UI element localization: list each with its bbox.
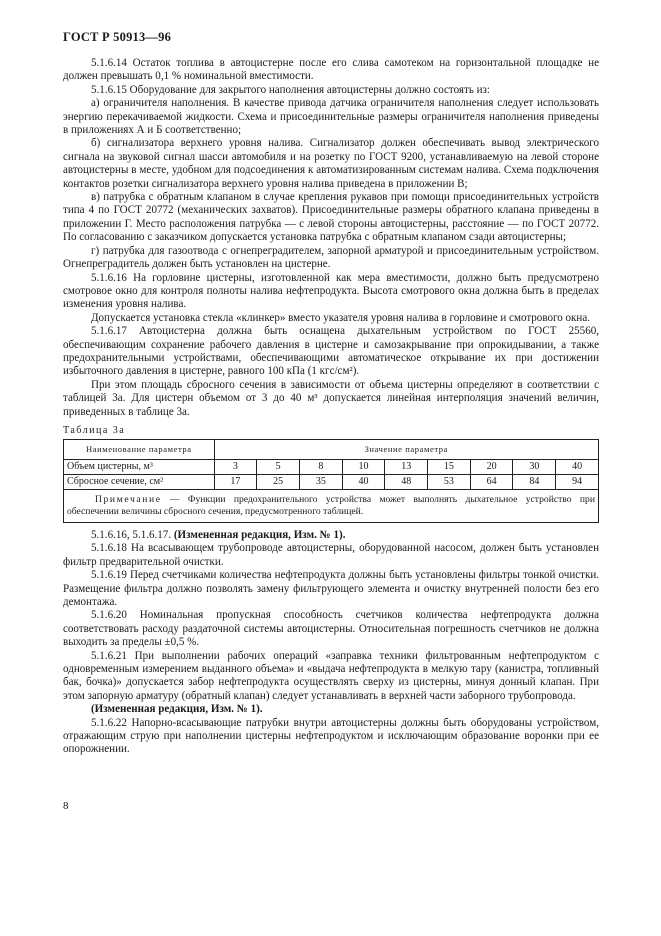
document-header: ГОСТ Р 50913—96 [63,30,172,44]
table-cell: 48 [385,474,428,489]
table-cell: 20 [470,459,513,474]
table-note [64,489,599,522]
table-cell: 13 [385,459,428,474]
table-cell: 3 [214,459,257,474]
paragraph-5-1-6-18: 5.1.6.18 На всасывающем трубопроводе автоцистерны, оборудованной насосом, должен быть установлен фильтр предварительной очистки. [63,542,599,568]
table-cell: 40 [342,474,385,489]
table-header-parameter-name: Наименование параметра [64,439,215,459]
document-page [63,30,599,757]
paragraph-5-1-6-16: 5.1.6.16 На горловине цистерны, изготовленной как мера вместимости, должно быть предусмотрено смотровое окно для контроля полноты налива нефтепродукта. Высота смотрового окна должна быть в пределах изменения уровня налива. [63,271,599,311]
table-3a [63,439,599,523]
paragraph-5-1-6-17: 5.1.6.17 Автоцистерна должна быть оснащена дыхательным устройством по ГОСТ 25560, обеспечивающим сохранение рабочего давления в цистерне и самозакрывание при опрокидывании, а также предохранительными устройствами, обеспечивающими автоматическое открывание их при достижении избыточного давления в цистерне, равного 100 кПа (1 кгс/см²). [63,325,599,378]
table-row-relief-section [64,474,599,489]
paragraph-item-b: б) сигнализатора верхнего уровня налива. Сигнализатор должен обеспечивать вывод электрического сигнала на звуковой сигнал шасси автомобиля и на розетку по ГОСТ 9200, устанавливаемую на левой стороне автоцистерны в месте, удобном для подсоединения к автоматизированным системам налива. Схема подключения контактов розетки сигнализатора верхнего уровня налива приведена в приложении В; [63,137,599,190]
paragraph-5-1-6-19: 5.1.6.19 Перед счетчиками количества нефтепродукта должны быть установлены фильтры тонкой очистки. Размещение фильтра должно позволять замену фильтрующего элемента и очистку внутренней полости без его демонтажа. [63,569,599,608]
table-caption: Таблица 3а [63,424,126,436]
table-header-row [64,439,599,459]
table-cell: 84 [513,474,556,489]
paragraph-clinker-glass: Допускается установка стекла «клинкер» вместо указателя уровня налива в горловине и смотрового окна. [91,311,591,324]
paragraph-relief-section: При этом площадь сбросного сечения в зависимости от объема цистерны определяют в соответствии с таблицей 3а. Для цистерн объемом от 3 до 40 м³ допускается линейная интерполяция значений величин, приведенных в таблице 3а. [63,378,599,418]
table-cell: 15 [428,459,471,474]
paragraph-5-1-6-21: 5.1.6.21 При выполнении рабочих операций «заправка техники фильтрованным нефтепродуктом с одновременным измерением выданного объема» и «выдача нефтепродукта в мелкую тару (канистра, топливный бак, бочка)» допускается забор нефтепродукта осуществлять сверху из цистерны, минуя донный клапан. При этом запорную арматуру (обратный клапан) следует устанавливать в верхней части заборного трубопровода. [63,649,599,702]
table-cell: 30 [513,459,556,474]
table-header-parameter-value: Значение параметра [214,439,598,459]
paragraph-item-a: а) ограничителя наполнения. В качестве привода датчика ограничителя наполнения следует использовать энергию перекачиваемой жидкости. Схема и присоединительные размеры ограничителя наполнения приведены в приложениях А и Б соответственно; [63,97,599,137]
table-cell: 25 [257,474,300,489]
paragraph-5-1-6-15: 5.1.6.15 Оборудование для закрытого наполнения автоцистерны должно состоять из: [91,83,490,96]
table-cell: 64 [470,474,513,489]
table-note-row [64,489,599,522]
paragraph-item-g: г) патрубка для газоотвода с огнепреградителем, запорной арматурой и присоединительным устройством. Огнепреградитель должен быть установлен на цистерне. [63,244,599,271]
note-text: — Функции предохранительного устройства может выполнять дыхательное устройство при обеспечении величины сбросного сечения, предусмотренного таблицей. [67,493,595,517]
table-cell: 35 [299,474,342,489]
table-row-volume [64,459,599,474]
paragraph-item-v: в) патрубка с обратным клапаном в случае крепления рукавов при помощи присоединительных устройств типа 4 по ГОСТ 20772 (механических захватов). Присоединительные размеры обратного клапана приведены в приложении Г. Место расположения патрубка — с левой стороны автоцистерны, расстояние — по ГОСТ 20772. По согласованию с заказчиком допускается установка патрубка с обратным клапаном сзади автоцистерны; [63,191,599,244]
revision-note-bold: (Измененная редакция, Изм. № 1). [173,528,346,541]
table-cell: 17 [214,474,257,489]
paragraph-5-1-6-22: 5.1.6.22 Напорно-всасывающие патрубки внутри автоцистерны должны быть оборудованы устройством, отражающим струю при наполнении цистерны нефтепродуктом и исключающим образование воронки при ее опорожнении. [63,716,599,756]
paragraph-5-1-6-20: 5.1.6.20 Номинальная пропускная способность счетчиков количества нефтепродукта должна соответствовать расходу раздаточной системы автоцистерны. Относительная погрешность счетчиков не должна выходить за пределы ±0,5 %. [63,609,599,649]
table-cell: 40 [556,459,599,474]
table-cell: 10 [342,459,385,474]
table-cell: 5 [257,459,300,474]
note-label: Примечание [95,493,162,505]
table-cell: 94 [556,474,599,489]
revision-note-2: (Измененная редакция, Изм. № 1). [91,703,263,716]
revision-note-1 [63,529,599,542]
paragraph-5-1-6-14: 5.1.6.14 Остаток топлива в автоцистерне после его слива самотеком на горизонтальной площадке не должен превышать 0,1 % номинальной вместимости. [63,57,599,83]
table-cell: 8 [299,459,342,474]
page-number: 8 [63,800,69,812]
revision-note-prefix: 5.1.6.16, 5.1.6.17. [91,528,174,541]
row-label-relief-section: Сбросное сечение, см² [64,474,215,489]
table-cell: 53 [428,474,471,489]
row-label-volume: Объем цистерны, м³ [64,459,215,474]
